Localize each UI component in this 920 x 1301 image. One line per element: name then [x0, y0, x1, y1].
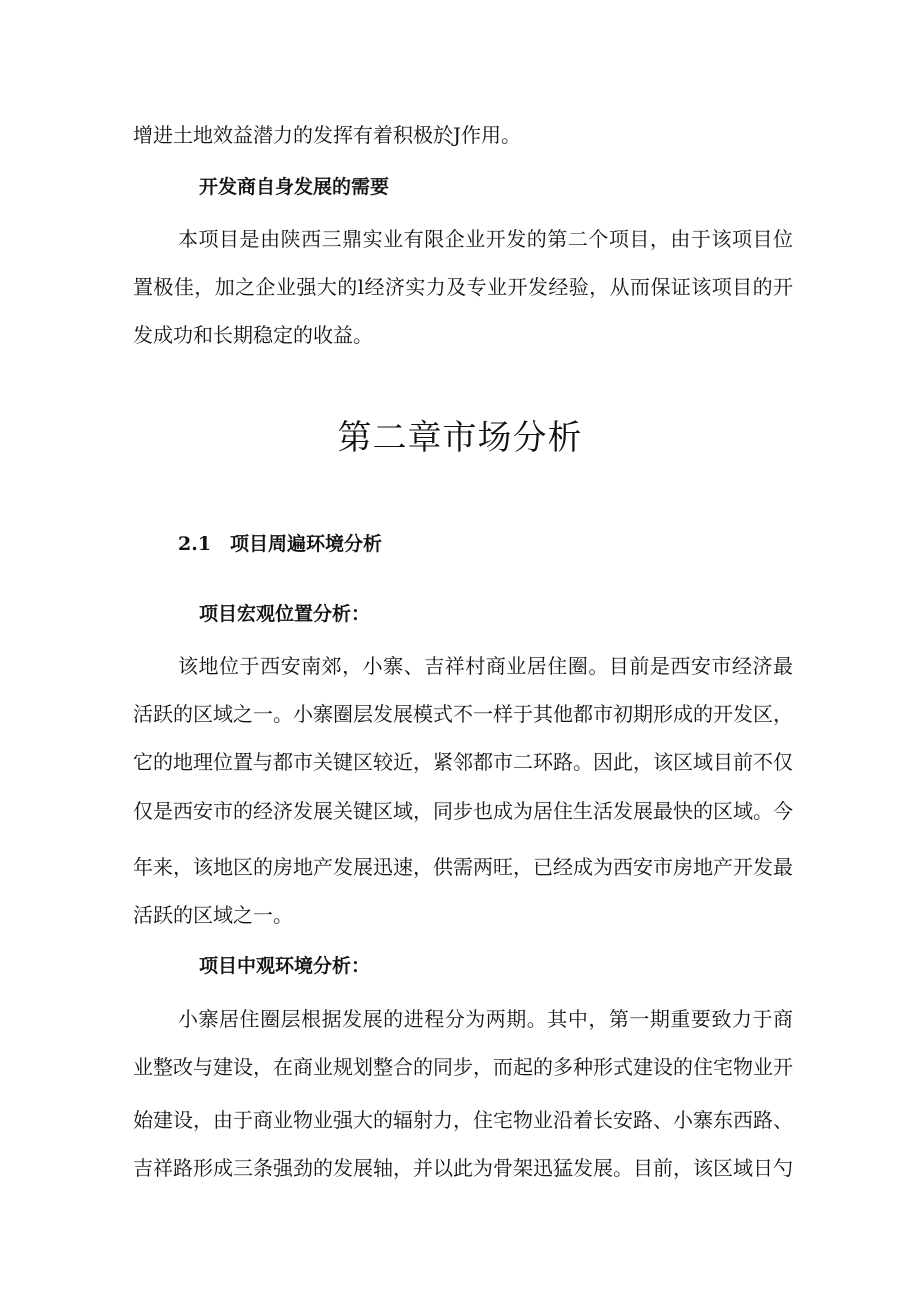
section-title: 项目周遍环境分析 — [230, 533, 383, 555]
chapter-title: 第二章市场分析 — [337, 418, 583, 458]
section-number: 2.1 — [178, 533, 212, 555]
paragraph-line: 活跃的区域之一。小寨圈层发展模式不一样于其他都市初期形成的开发区， — [133, 702, 793, 726]
section-heading — [178, 535, 382, 554]
paragraph-line: 该地位于西安南郊，小寨、吉祥村商业居住圈。目前是西安市经济最 — [178, 654, 793, 678]
subheading-macro-location: 项目宏观位置分析： — [199, 603, 371, 625]
subheading-developer-needs: 开发商自身发展的需要 — [199, 176, 390, 198]
paragraph-line: 活跃的区域之一。 — [133, 903, 293, 927]
paragraph-line: 它的地理位置与都市关键区较近，紧邻都市二环路。因此，该区域目前不仅 — [133, 750, 793, 774]
paragraph-line: 置极佳，加之企业强大的l经济实力及专业开发经验，从而保证该项目的开 — [133, 275, 793, 299]
paragraph-line: 本项目是由陕西三鼎实业有限企业开发的第二个项目，由于该项目位 — [178, 227, 793, 251]
paragraph-line: 小寨居住圈层根据发展的进程分为两期。其中，第一期重要致力于商 — [178, 1007, 793, 1031]
paragraph-line: 仅是西安市的经济发展关键区域，同步也成为居住生活发展最快的区域。今 — [133, 799, 793, 823]
paragraph-line: 吉祥路形成三条强劲的发展轴，并以此为骨架迅猛发展。目前，该区域日勺 — [133, 1156, 793, 1180]
paragraph-line: 业整改与建设，在商业规划整合的同步，而起的多种形式建设的住宅物业开 — [133, 1055, 793, 1079]
subheading-meso-environment: 项目中观环境分析： — [199, 955, 371, 977]
paragraph-line: 始建设，由于商业物业强大的辐射力，住宅物业沿着长安路、小寨东西路、 — [133, 1108, 793, 1132]
paragraph-line: 发成功和长期稳定的收益。 — [133, 323, 373, 347]
paragraph-line: 增进土地效益潜力的发挥有着积极於J作用。 — [133, 123, 522, 147]
paragraph-line: 年来，该地区的房地产发展迅速，供需两旺，已经成为西安市房地产开发最 — [133, 855, 793, 879]
